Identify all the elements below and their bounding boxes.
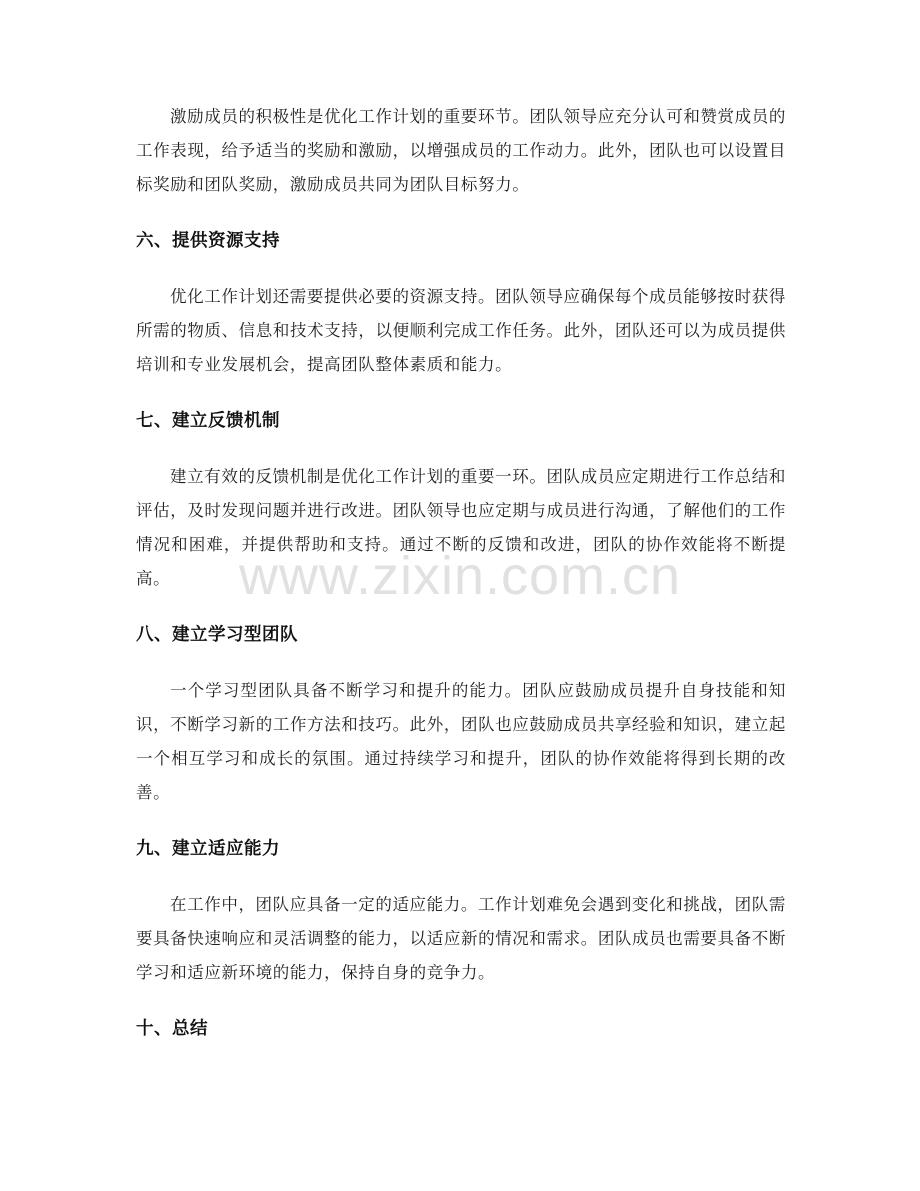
heading-section-7: 七、建立反馈机制 [136, 411, 280, 431]
paragraph-section-7: 建立有效的反馈机制是优化工作计划的重要一环。团队成员应定期进行工作总结和评估，及时发现问题并进行改进。团队领导也应定期与成员进行沟通，了解他们的工作情况和困难，并提供帮助和支持。通过不断的反馈和改进，团队的协作效能将不断提高。 [136, 467, 786, 588]
paragraph-motivation: 激励成员的积极性是优化工作计划的重要环节。团队领导应充分认可和赞赏成员的工作表现，给予适当的奖励和激励，以增强成员的工作动力。此外，团队也可以设置目标奖励和团队奖励，激励成员共同为团队目标努力。 [136, 107, 786, 194]
heading-section-9: 九、建立适应能力 [136, 839, 280, 859]
paragraph-section-8: 一个学习型团队具备不断学习和提升的能力。团队应鼓励成员提升自身技能和知识，不断学习新的工作方法和技巧。此外，团队也应鼓励成员共享经验和知识，建立起一个相互学习和成长的氛围。通过持续学习和提升，团队的协作效能将得到长期的改善。 [136, 681, 786, 802]
heading-section-6: 六、提供资源支持 [136, 231, 280, 251]
heading-section-8: 八、建立学习型团队 [136, 625, 298, 645]
paragraph-section-9: 在工作中，团队应具备一定的适应能力。工作计划难免会遇到变化和挑战，团队需要具备快速响应和灵活调整的能力，以适应新的情况和需求。团队成员也需要具备不断学习和适应新环境的能力，保持自身的竞争力。 [136, 895, 786, 982]
heading-section-10: 十、总结 [136, 1019, 208, 1039]
document-body [136, 100, 786, 1046]
paragraph-section-6: 优化工作计划还需要提供必要的资源支持。团队领导应确保每个成员能够按时获得所需的物质、信息和技术支持，以便顺利完成工作任务。此外，团队还可以为成员提供培训和专业发展机会，提高团队整体素质和能力。 [136, 287, 786, 374]
watermark-text: www.zixin.com.cn [238, 546, 682, 606]
